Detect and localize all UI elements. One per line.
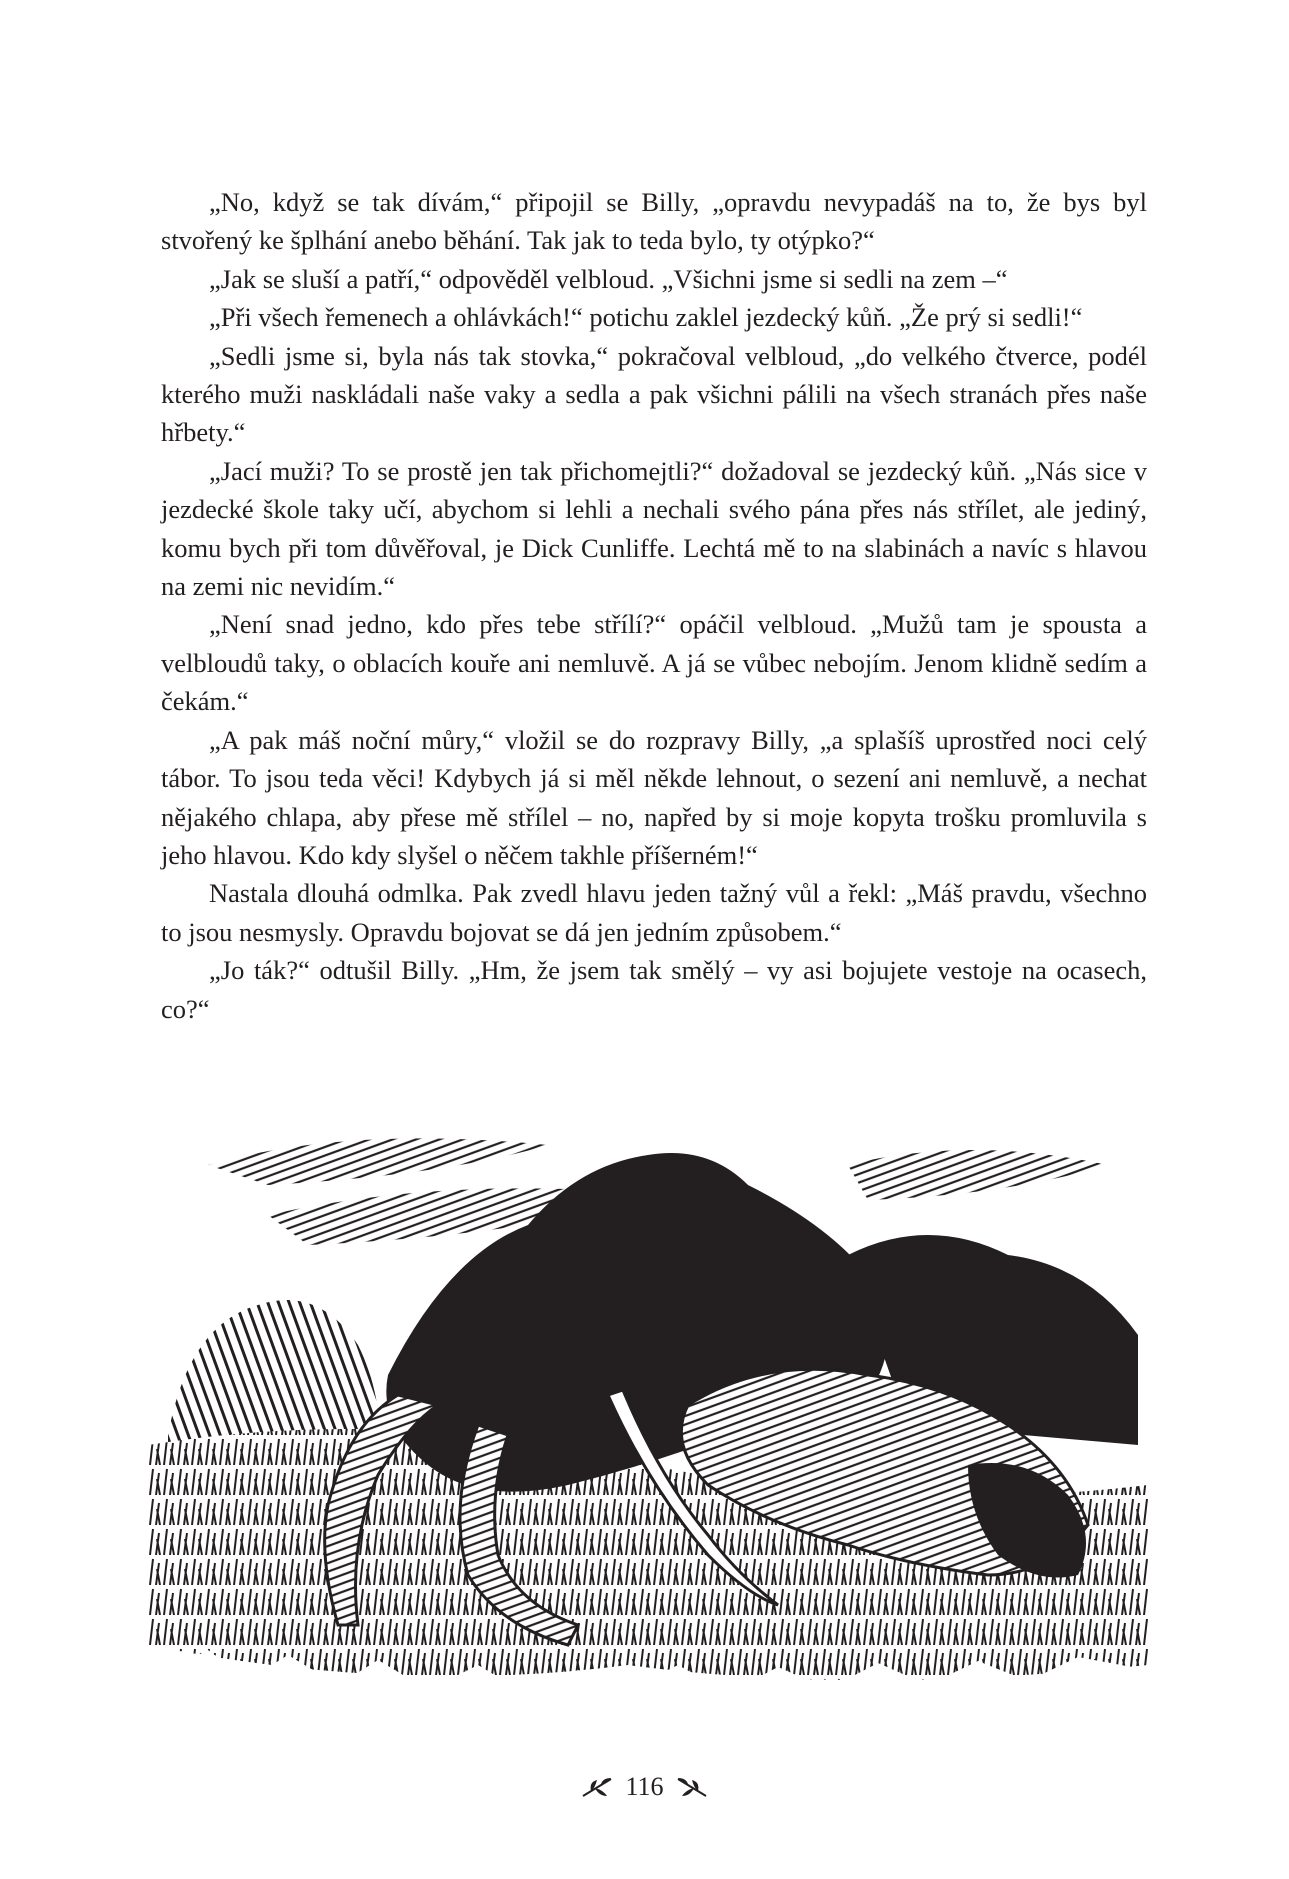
paragraph: „Jo ták?“ odtušil Billy. „Hm, že jsem tak smělý – vy asi bojujete vestoje na ocasech, co?“ [161,955,1147,1024]
leaf-ornament-icon [674,1776,708,1798]
leaf-ornament-icon [581,1776,615,1798]
paragraph: „Jak se sluší a patří,“ odpověděl velbloud. „Všichni jsme si sedli na zem –“ [209,263,1008,294]
paragraph: „No, když se tak dívám,“ připojil se Billy, „opravdu nevypadáš na to, že bys byl stvořený ke šplhání anebo běhání. Tak jak to teda bylo, ty otýpko?“ [161,187,1147,256]
woodcut-illustration [148,1105,1148,1695]
page-number: 116 [625,1772,664,1801]
body-text [161,183,1147,1028]
paragraph: „Není snad jedno, kdo přes tebe střílí?“ opáčil velbloud. „Mužů tam je spousta a velbloudů taky, o oblacích kouře ani nemluvě. A já se vůbec nebojím. Jenom klidně sedím a čekám.“ [161,609,1147,717]
paragraph: „Jací muži? To se prostě jen tak přichomejtli?“ dožadoval se jezdecký kůň. „Nás sice v jezdecké škole taky učí, abychom si lehli a nechali svého pána přes nás střílet, ale jediný, komu bych při tom důvěřoval, je Dick Cunliffe. Lechtá mě to na slabinách a navíc s hlavou na zemi nic nevidím.“ [161,455,1147,602]
fallen-horse-illustration [148,1105,1148,1695]
page-footer [0,1772,1289,1802]
paragraph: Nastala dlouhá odmlka. Pak zvedl hlavu jeden tažný vůl a řekl: „Máš pravdu, všechno to jsou nesmysly. Opravdu bojovat se dá jen jedním způsobem.“ [161,878,1147,947]
paragraph: „Sedli jsme si, byla nás tak stovka,“ pokračoval velbloud, „do velkého čtverce, podél kterého muži naskládali naše vaky a sedla a pak všichni pálili na všech stranách přes naše hřbety.“ [161,340,1147,448]
paragraph: „A pak máš noční můry,“ vložil se do rozpravy Billy, „a splašíš uprostřed noci celý tábor. To jsou teda věci! Kdybych já si měl někde lehnout, o sezení ani nemluvě, a nechat nějakého chlapa, aby přese mě střílel – no, napřed by si moje kopyta trošku promluvila s jeho hlavou. Kdo kdy slyšel o něčem takhle příšerném!“ [161,724,1147,870]
paragraph: „Při všech řemenech a ohlávkách!“ potichu zaklel jezdecký kůň. „Že prý si sedli!“ [209,302,1083,333]
